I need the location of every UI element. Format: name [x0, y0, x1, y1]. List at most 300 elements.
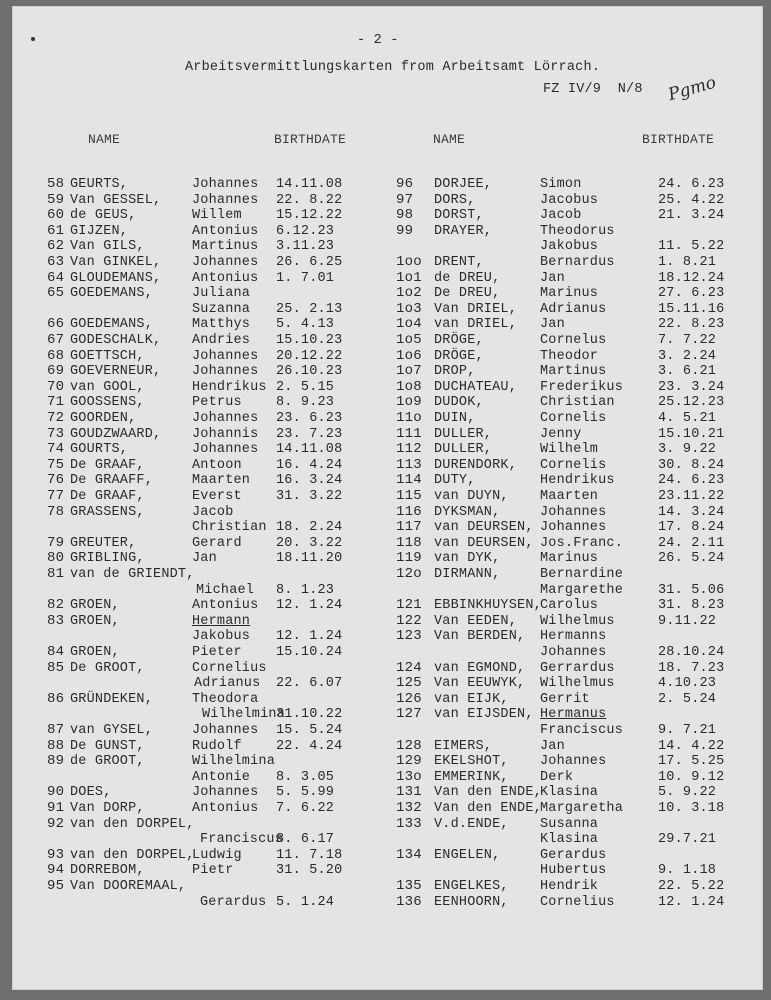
- entry-given-name: Martinus: [540, 364, 607, 380]
- entry-birthdate: 31. 8.23: [658, 598, 725, 614]
- entry-surname: van DRIEL,: [434, 317, 518, 333]
- entry-birthdate: 25. 4.22: [658, 192, 725, 208]
- page-title: Arbeitsvermittlungskarten from Arbeitsamt Lörrach.: [185, 60, 601, 75]
- entry-number: 80: [47, 550, 65, 567]
- entry-surname: GREUTER,: [70, 535, 137, 551]
- entry-given-name: Antonius: [192, 270, 259, 286]
- entry-birthdate: 3. 6.21: [658, 364, 717, 380]
- entry-given-name-cont: Margarethe: [540, 582, 624, 598]
- entry-number: 82: [47, 597, 65, 614]
- entry-surname: De GROOT,: [70, 660, 145, 676]
- entry-birthdate: 21. 3.24: [658, 208, 725, 224]
- entry-birthdate: 23.11.22: [658, 489, 725, 504]
- entry-given-name: Antonius: [192, 223, 259, 239]
- entry-given-name: Jacob: [192, 504, 234, 520]
- entry-surname: van DUYN,: [434, 489, 509, 504]
- entry-birthdate: 22. 8.23: [658, 317, 725, 333]
- entry-given-name: Jan: [192, 551, 217, 567]
- entry-given-name: Wilhelm: [540, 442, 599, 458]
- entry-number: 1o2: [396, 285, 422, 302]
- entry-given-name: Hendrikus: [192, 379, 267, 395]
- entry-birthdate: 24. 6.23: [658, 177, 725, 192]
- entry-given-name-cont: Christian: [192, 520, 267, 536]
- entry-given-name: Adrianus: [540, 301, 607, 317]
- entry-given-name: Johannes: [192, 177, 259, 192]
- entry-number: 1oo: [396, 254, 422, 270]
- entry-given-name: Johannes: [192, 785, 259, 801]
- entry-number: 84: [47, 644, 65, 660]
- column-header-name-right: NAME: [433, 132, 466, 147]
- entry-number: 94: [47, 862, 65, 879]
- entry-given-name-cont: Michael: [196, 582, 255, 598]
- entry-birthdate: 14.11.08: [276, 442, 343, 458]
- entry-number: 134: [396, 846, 422, 863]
- entry-given-name: Jacob: [540, 208, 582, 224]
- entry-number: 95: [47, 878, 65, 894]
- entry-surname: DUDOK,: [434, 395, 484, 411]
- entry-number: 86: [47, 690, 65, 707]
- entry-number: 98: [396, 207, 414, 224]
- entry-given-name: Simon: [540, 177, 582, 192]
- entry-number: 83: [47, 612, 65, 629]
- entry-number: 77: [47, 488, 65, 504]
- entry-number: 12o: [396, 566, 422, 582]
- entry-surname: Van GESSEL,: [70, 192, 162, 208]
- entry-surname: DOES,: [70, 785, 112, 801]
- entry-birthdate: 10. 9.12: [658, 769, 725, 785]
- entry-birthdate: 12. 1.24: [276, 598, 343, 614]
- entry-number: 125: [396, 675, 422, 692]
- entry-surname: Van DORP,: [70, 801, 145, 816]
- entry-number: 73: [47, 425, 65, 442]
- entry-birthdate: 26. 6.25: [276, 255, 343, 270]
- entry-birthdate: 18. 2.24: [276, 520, 343, 536]
- entry-number: 127: [396, 706, 422, 723]
- entry-birthdate: 22. 8.22: [276, 192, 343, 208]
- entry-given-name: Everst: [192, 489, 242, 504]
- entry-number: 123: [396, 628, 422, 645]
- entry-surname: Van DRIEL,: [434, 301, 518, 317]
- entry-surname: van EGMOND,: [434, 660, 526, 676]
- entry-given-name: Hermann: [192, 613, 251, 629]
- entry-given-name: Cornelius: [192, 660, 267, 676]
- entry-surname: GOOSSENS,: [70, 395, 145, 411]
- entry-birthdate: 15. 5.24: [276, 723, 343, 738]
- entry-number: 70: [47, 378, 65, 395]
- entry-given-name: Hermanns: [540, 629, 607, 645]
- entry-surname: EMMERINK,: [434, 769, 509, 785]
- entry-birthdate: 22. 6.07: [276, 676, 343, 692]
- entry-number: 119: [396, 550, 422, 567]
- entry-surname: DULLER,: [434, 426, 493, 442]
- entry-birthdate: 2. 5.15: [276, 379, 335, 395]
- entry-birthdate: 7. 6.22: [276, 801, 335, 816]
- entry-given-name: Bernardus: [540, 255, 615, 270]
- entry-birthdate: 9. 7.21: [658, 723, 717, 738]
- entry-surname: EKELSHOT,: [434, 754, 509, 770]
- entry-birthdate: 24. 6.23: [658, 473, 725, 489]
- entry-birthdate: 4. 5.21: [658, 411, 717, 426]
- entry-given-name: Christian: [540, 395, 615, 411]
- entry-number: 1o8: [396, 378, 422, 395]
- entry-given-name: Johannes: [192, 442, 259, 458]
- column-header-birthdate-right: BIRTHDATE: [642, 132, 715, 147]
- entry-given-name: Johannes: [540, 504, 607, 520]
- entry-surname: DROP,: [434, 364, 476, 380]
- entry-surname: Van den ENDE,: [434, 801, 542, 816]
- entry-given-name: Pieter: [192, 645, 242, 660]
- entry-surname: DORREBOM,: [70, 863, 145, 879]
- entry-number: 11o: [396, 410, 422, 426]
- entry-birthdate: 23. 3.24: [658, 379, 725, 395]
- entry-surname: DYKSMAN,: [434, 504, 501, 520]
- entry-birthdate: 23. 7.23: [276, 426, 343, 442]
- entry-number: 61: [47, 222, 65, 239]
- entry-given-name: Frederikus: [540, 379, 624, 395]
- entry-given-name: Theodor: [540, 348, 599, 364]
- entry-surname: GROEN,: [70, 598, 120, 614]
- entry-given-name: Gerrit: [540, 691, 590, 707]
- entry-surname: van DEURSEN,: [434, 535, 534, 551]
- entry-given-name: Marinus: [540, 286, 599, 302]
- entry-surname: DRAYER,: [434, 223, 493, 239]
- entry-birthdate: 20. 3.22: [276, 535, 343, 551]
- entry-number: 75: [47, 456, 65, 473]
- entry-birthdate: 12. 1.24: [658, 894, 725, 910]
- entry-birthdate: 3. 2.24: [658, 348, 717, 364]
- entry-birthdate: 7. 7.22: [658, 333, 717, 348]
- entry-surname: GRASSENS,: [70, 504, 145, 520]
- entry-birthdate: 22. 5.22: [658, 879, 725, 894]
- entry-surname: GODESCHALK,: [70, 333, 162, 348]
- entry-given-name-cont: Suzanna: [192, 301, 251, 317]
- entry-surname: DRÖGE,: [434, 333, 484, 348]
- entry-surname: DORS,: [434, 192, 476, 208]
- entry-number: 72: [47, 410, 65, 426]
- entry-birthdate: 16. 4.24: [276, 457, 343, 473]
- entry-birthdate: 30. 8.24: [658, 457, 725, 473]
- entry-surname: GRIBLING,: [70, 551, 145, 567]
- entry-given-name: Carolus: [540, 598, 599, 614]
- entry-given-name: Hendrik: [540, 879, 599, 894]
- entry-given-name: Jos.Franc.: [540, 535, 624, 551]
- entry-given-name: Johannes: [192, 192, 259, 208]
- entry-number: 13o: [396, 768, 422, 785]
- entry-given-name: Ludwig: [192, 847, 242, 863]
- entry-given-name: Maarten: [540, 489, 599, 504]
- entry-surname: GEURTS,: [70, 177, 129, 192]
- entry-birthdate: 1. 7.01: [276, 270, 335, 286]
- entry-given-name: Theodorus: [540, 223, 615, 239]
- entry-birthdate: 14. 3.24: [658, 504, 725, 520]
- entry-birthdate: 5. 9.22: [658, 785, 717, 801]
- entry-surname: De GRAAFF,: [70, 473, 154, 489]
- entry-surname: GOORDEN,: [70, 411, 137, 426]
- entry-number: 136: [396, 893, 422, 910]
- entry-number: 1o4: [396, 316, 422, 333]
- entry-given-name: Hermanus: [540, 707, 607, 723]
- entry-given-name: Wilhelmus: [540, 613, 615, 629]
- entry-birthdate: 29.7.21: [658, 832, 717, 848]
- entry-number: 133: [396, 815, 422, 832]
- entry-given-name: Jan: [540, 738, 565, 754]
- entry-surname: GIJZEN,: [70, 223, 129, 239]
- entry-given-name: Bernardine: [540, 567, 624, 582]
- entry-number: 69: [47, 363, 65, 380]
- punch-hole: [31, 37, 35, 41]
- entry-surname: EENHOORN,: [434, 894, 509, 910]
- entry-surname: GOUDZWAARD,: [70, 426, 162, 442]
- entry-given-name: Johannes: [540, 754, 607, 770]
- entry-birthdate: 5. 1.24: [276, 894, 335, 910]
- entry-given-name: Hendrikus: [540, 473, 615, 489]
- entry-number: 129: [396, 753, 422, 770]
- entry-given-name-cont: Jakobus: [192, 629, 251, 645]
- entry-given-name: Johannes: [192, 348, 259, 364]
- entry-surname: GLOUDEMANS,: [70, 270, 162, 286]
- entry-birthdate: 1. 8.21: [658, 255, 717, 270]
- entry-birthdate: 14. 4.22: [658, 738, 725, 754]
- entry-surname: van EIJSDEN,: [434, 707, 534, 723]
- entry-surname: ENGELKES,: [434, 879, 509, 894]
- entry-birthdate: 15.10.24: [276, 645, 343, 660]
- entry-given-name: Johannis: [192, 426, 259, 442]
- entry-birthdate: 23. 6.23: [276, 411, 343, 426]
- entry-birthdate: 5. 4.13: [276, 317, 335, 333]
- entry-number: 89: [47, 753, 65, 770]
- entry-number: 60: [47, 207, 65, 224]
- entry-surname: DUIN,: [434, 411, 476, 426]
- entry-birthdate: 8. 9.23: [276, 395, 335, 411]
- entry-surname: Van GINKEL,: [70, 255, 162, 270]
- entry-given-name: Theodora: [192, 691, 259, 707]
- entry-surname: GOEDEMANS,: [70, 317, 154, 333]
- entry-surname: De GUNST,: [70, 738, 145, 754]
- entry-number: 112: [396, 441, 422, 458]
- entry-given-name: Marinus: [540, 551, 599, 567]
- entry-given-name: Matthys: [192, 317, 251, 333]
- entry-surname: GROEN,: [70, 645, 120, 660]
- entry-given-name: Wilhelmina: [192, 754, 276, 770]
- entry-given-name: Gerrardus: [540, 660, 615, 676]
- entry-birthdate: 25. 2.13: [276, 301, 343, 317]
- entry-surname: van DYK,: [434, 551, 501, 567]
- entry-surname: van den DORPEL,: [70, 816, 195, 832]
- entry-number: 1o9: [396, 394, 422, 411]
- entry-given-name: Andries: [192, 333, 251, 348]
- entry-given-name: Derk: [540, 769, 574, 785]
- entry-surname: GRÜNDEKEN,: [70, 691, 154, 707]
- entry-number: 58: [47, 176, 65, 192]
- entry-birthdate: 26. 5.24: [658, 551, 725, 567]
- entry-surname: DUTY,: [434, 473, 476, 489]
- entry-number: 124: [396, 659, 422, 676]
- entry-number: 67: [47, 332, 65, 348]
- entry-birthdate: 15.10.21: [658, 426, 725, 442]
- entry-given-name-cont: Johannes: [540, 645, 607, 660]
- entry-given-name: Juliana: [192, 286, 251, 302]
- entry-number: 96: [396, 176, 414, 192]
- entry-number: 79: [47, 534, 65, 551]
- entry-surname: Van den ENDE,: [434, 785, 542, 801]
- entry-birthdate: 3. 9.22: [658, 442, 717, 458]
- entry-birthdate: 8. 3.05: [276, 769, 335, 785]
- entry-number: 93: [47, 846, 65, 863]
- entry-birthdate: 15.12.22: [276, 208, 343, 224]
- entry-surname: V.d.ENDE,: [434, 816, 509, 832]
- entry-surname: DULLER,: [434, 442, 493, 458]
- entry-number: 59: [47, 191, 65, 208]
- entry-surname: De GRAAF,: [70, 489, 145, 504]
- entry-birthdate: 2. 5.24: [658, 691, 717, 707]
- entry-birthdate: 26.10.23: [276, 364, 343, 380]
- entry-given-name: Gerard: [192, 535, 242, 551]
- column-header-name-left: NAME: [88, 132, 121, 147]
- entry-surname: van den DORPEL,: [70, 847, 195, 863]
- entry-number: 74: [47, 441, 65, 458]
- entry-surname: Van BERDEN,: [434, 629, 526, 645]
- entry-surname: ENGELEN,: [434, 847, 501, 863]
- entry-number: 132: [396, 800, 422, 816]
- entry-birthdate: 8. 1.23: [276, 582, 335, 598]
- entry-given-name: Martinus: [192, 239, 259, 255]
- entry-surname: van GYSEL,: [70, 723, 154, 738]
- entry-number: 1o1: [396, 269, 422, 286]
- entry-birthdate: 17. 8.24: [658, 520, 725, 536]
- entry-given-name: Margaretha: [540, 801, 624, 816]
- entry-given-name: Antoon: [192, 457, 242, 473]
- entry-surname: Van DOOREMAAL,: [70, 879, 187, 894]
- entry-number: 126: [396, 690, 422, 707]
- entry-surname: van GOOL,: [70, 379, 145, 395]
- entry-given-name-cont: Hubertus: [540, 863, 607, 879]
- entry-birthdate: 5. 5.99: [276, 785, 335, 801]
- entry-number: 1o3: [396, 300, 422, 317]
- entry-number: 122: [396, 612, 422, 629]
- entry-number: 91: [47, 800, 65, 816]
- entry-given-name: Cornelis: [540, 457, 607, 473]
- entry-surname: De GRAAF,: [70, 457, 145, 473]
- entry-birthdate: 4.10.23: [658, 676, 717, 692]
- entry-surname: van EIJK,: [434, 691, 509, 707]
- entry-given-name-cont: Jakobus: [540, 239, 599, 255]
- entry-birthdate: 15.10.23: [276, 333, 343, 348]
- entry-birthdate: 15.11.16: [658, 301, 725, 317]
- entry-surname: de DREU,: [434, 270, 501, 286]
- entry-number: 65: [47, 285, 65, 302]
- entry-number: 135: [396, 878, 422, 894]
- entry-given-name: Johannes: [192, 411, 259, 426]
- entry-birthdate: 18. 7.23: [658, 660, 725, 676]
- entry-given-name: Jan: [540, 270, 565, 286]
- entry-birthdate: 16. 3.24: [276, 473, 343, 489]
- entry-given-name-cont: Franciscus: [540, 723, 624, 738]
- entry-given-name: Johannes: [192, 364, 259, 380]
- entry-given-name-cont: Wilhelmina: [202, 707, 286, 723]
- entry-given-name: Cornelis: [540, 411, 607, 426]
- entry-surname: DORST,: [434, 208, 484, 224]
- entry-surname: DRENT,: [434, 255, 484, 270]
- entry-number: 97: [396, 191, 414, 208]
- entry-number: 63: [47, 254, 65, 270]
- entry-birthdate: 14.11.08: [276, 177, 343, 192]
- entry-number: 78: [47, 503, 65, 520]
- entry-number: 117: [396, 519, 422, 536]
- entry-birthdate: 27. 6.23: [658, 286, 725, 302]
- entry-surname: DUCHATEAU,: [434, 379, 518, 395]
- entry-birthdate: 31. 5.06: [658, 582, 725, 598]
- entry-number: 1o7: [396, 363, 422, 380]
- entry-given-name: Cornelus: [540, 333, 607, 348]
- entry-number: 71: [47, 394, 65, 411]
- entry-given-name: Petrus: [192, 395, 242, 411]
- entry-given-name-cont: Klasina: [540, 832, 599, 848]
- column-header-birthdate-left: BIRTHDATE: [274, 132, 347, 147]
- entry-given-name-cont: Franciscus: [200, 832, 284, 848]
- entry-surname: DRÖGE,: [434, 348, 484, 364]
- entry-birthdate: 25.12.23: [658, 395, 725, 411]
- entry-birthdate: 12. 1.24: [276, 629, 343, 645]
- entry-number: 62: [47, 238, 65, 255]
- entry-given-name: Wilhelmus: [540, 676, 615, 692]
- entry-surname: EBBINKHUYSEN,: [434, 598, 542, 614]
- entry-birthdate: 22. 4.24: [276, 738, 343, 754]
- entry-given-name: Johannes: [192, 255, 259, 270]
- entry-given-name: Jenny: [540, 426, 582, 442]
- entry-number: 118: [396, 534, 422, 551]
- entry-surname: Van EEUWYK,: [434, 676, 526, 692]
- reference-code: FZ IV/9 N/8: [543, 82, 643, 97]
- entry-birthdate: 9.11.22: [658, 613, 717, 629]
- entry-surname: Van EEDEN,: [434, 613, 518, 629]
- entry-number: 99: [396, 222, 414, 239]
- entry-surname: van de GRIENDT,: [70, 567, 195, 582]
- entry-given-name: Willem: [192, 208, 242, 224]
- entry-number: 111: [396, 425, 422, 442]
- entry-birthdate: 18.11.20: [276, 551, 343, 567]
- entry-number: 1o5: [396, 332, 422, 348]
- entry-number: 88: [47, 737, 65, 754]
- entry-given-name: Cornelius: [540, 894, 615, 910]
- entry-surname: Van GILS,: [70, 239, 145, 255]
- entry-number: 115: [396, 488, 422, 504]
- entry-number: 90: [47, 784, 65, 801]
- entry-birthdate: 24. 2.11: [658, 535, 725, 551]
- entry-surname: de GROOT,: [70, 754, 145, 770]
- entry-birthdate: 9. 1.18: [658, 863, 717, 879]
- entry-number: 64: [47, 269, 65, 286]
- entry-given-name: Klasina: [540, 785, 599, 801]
- entry-given-name: Johannes: [540, 520, 607, 536]
- entry-surname: GROEN,: [70, 613, 120, 629]
- entry-number: 1o6: [396, 347, 422, 364]
- entry-number: 113: [396, 456, 422, 473]
- entry-birthdate: 31.10.22: [276, 707, 343, 723]
- entry-given-name: Rudolf: [192, 738, 242, 754]
- entry-birthdate: 6.12.23: [276, 223, 335, 239]
- entry-number: 68: [47, 347, 65, 364]
- entry-surname: DORJEE,: [434, 177, 493, 192]
- entry-birthdate: 28.10.24: [658, 645, 725, 660]
- entry-given-name: Johannes: [192, 723, 259, 738]
- entry-number: 121: [396, 597, 422, 614]
- entry-birthdate: 8. 6.17: [276, 832, 335, 848]
- entry-birthdate: 31. 5.20: [276, 863, 343, 879]
- entry-given-name: Susanna: [540, 816, 599, 832]
- entry-given-name: Jan: [540, 317, 565, 333]
- page-number: - 2 -: [357, 33, 399, 48]
- entry-given-name-cont: Gerardus: [200, 894, 267, 910]
